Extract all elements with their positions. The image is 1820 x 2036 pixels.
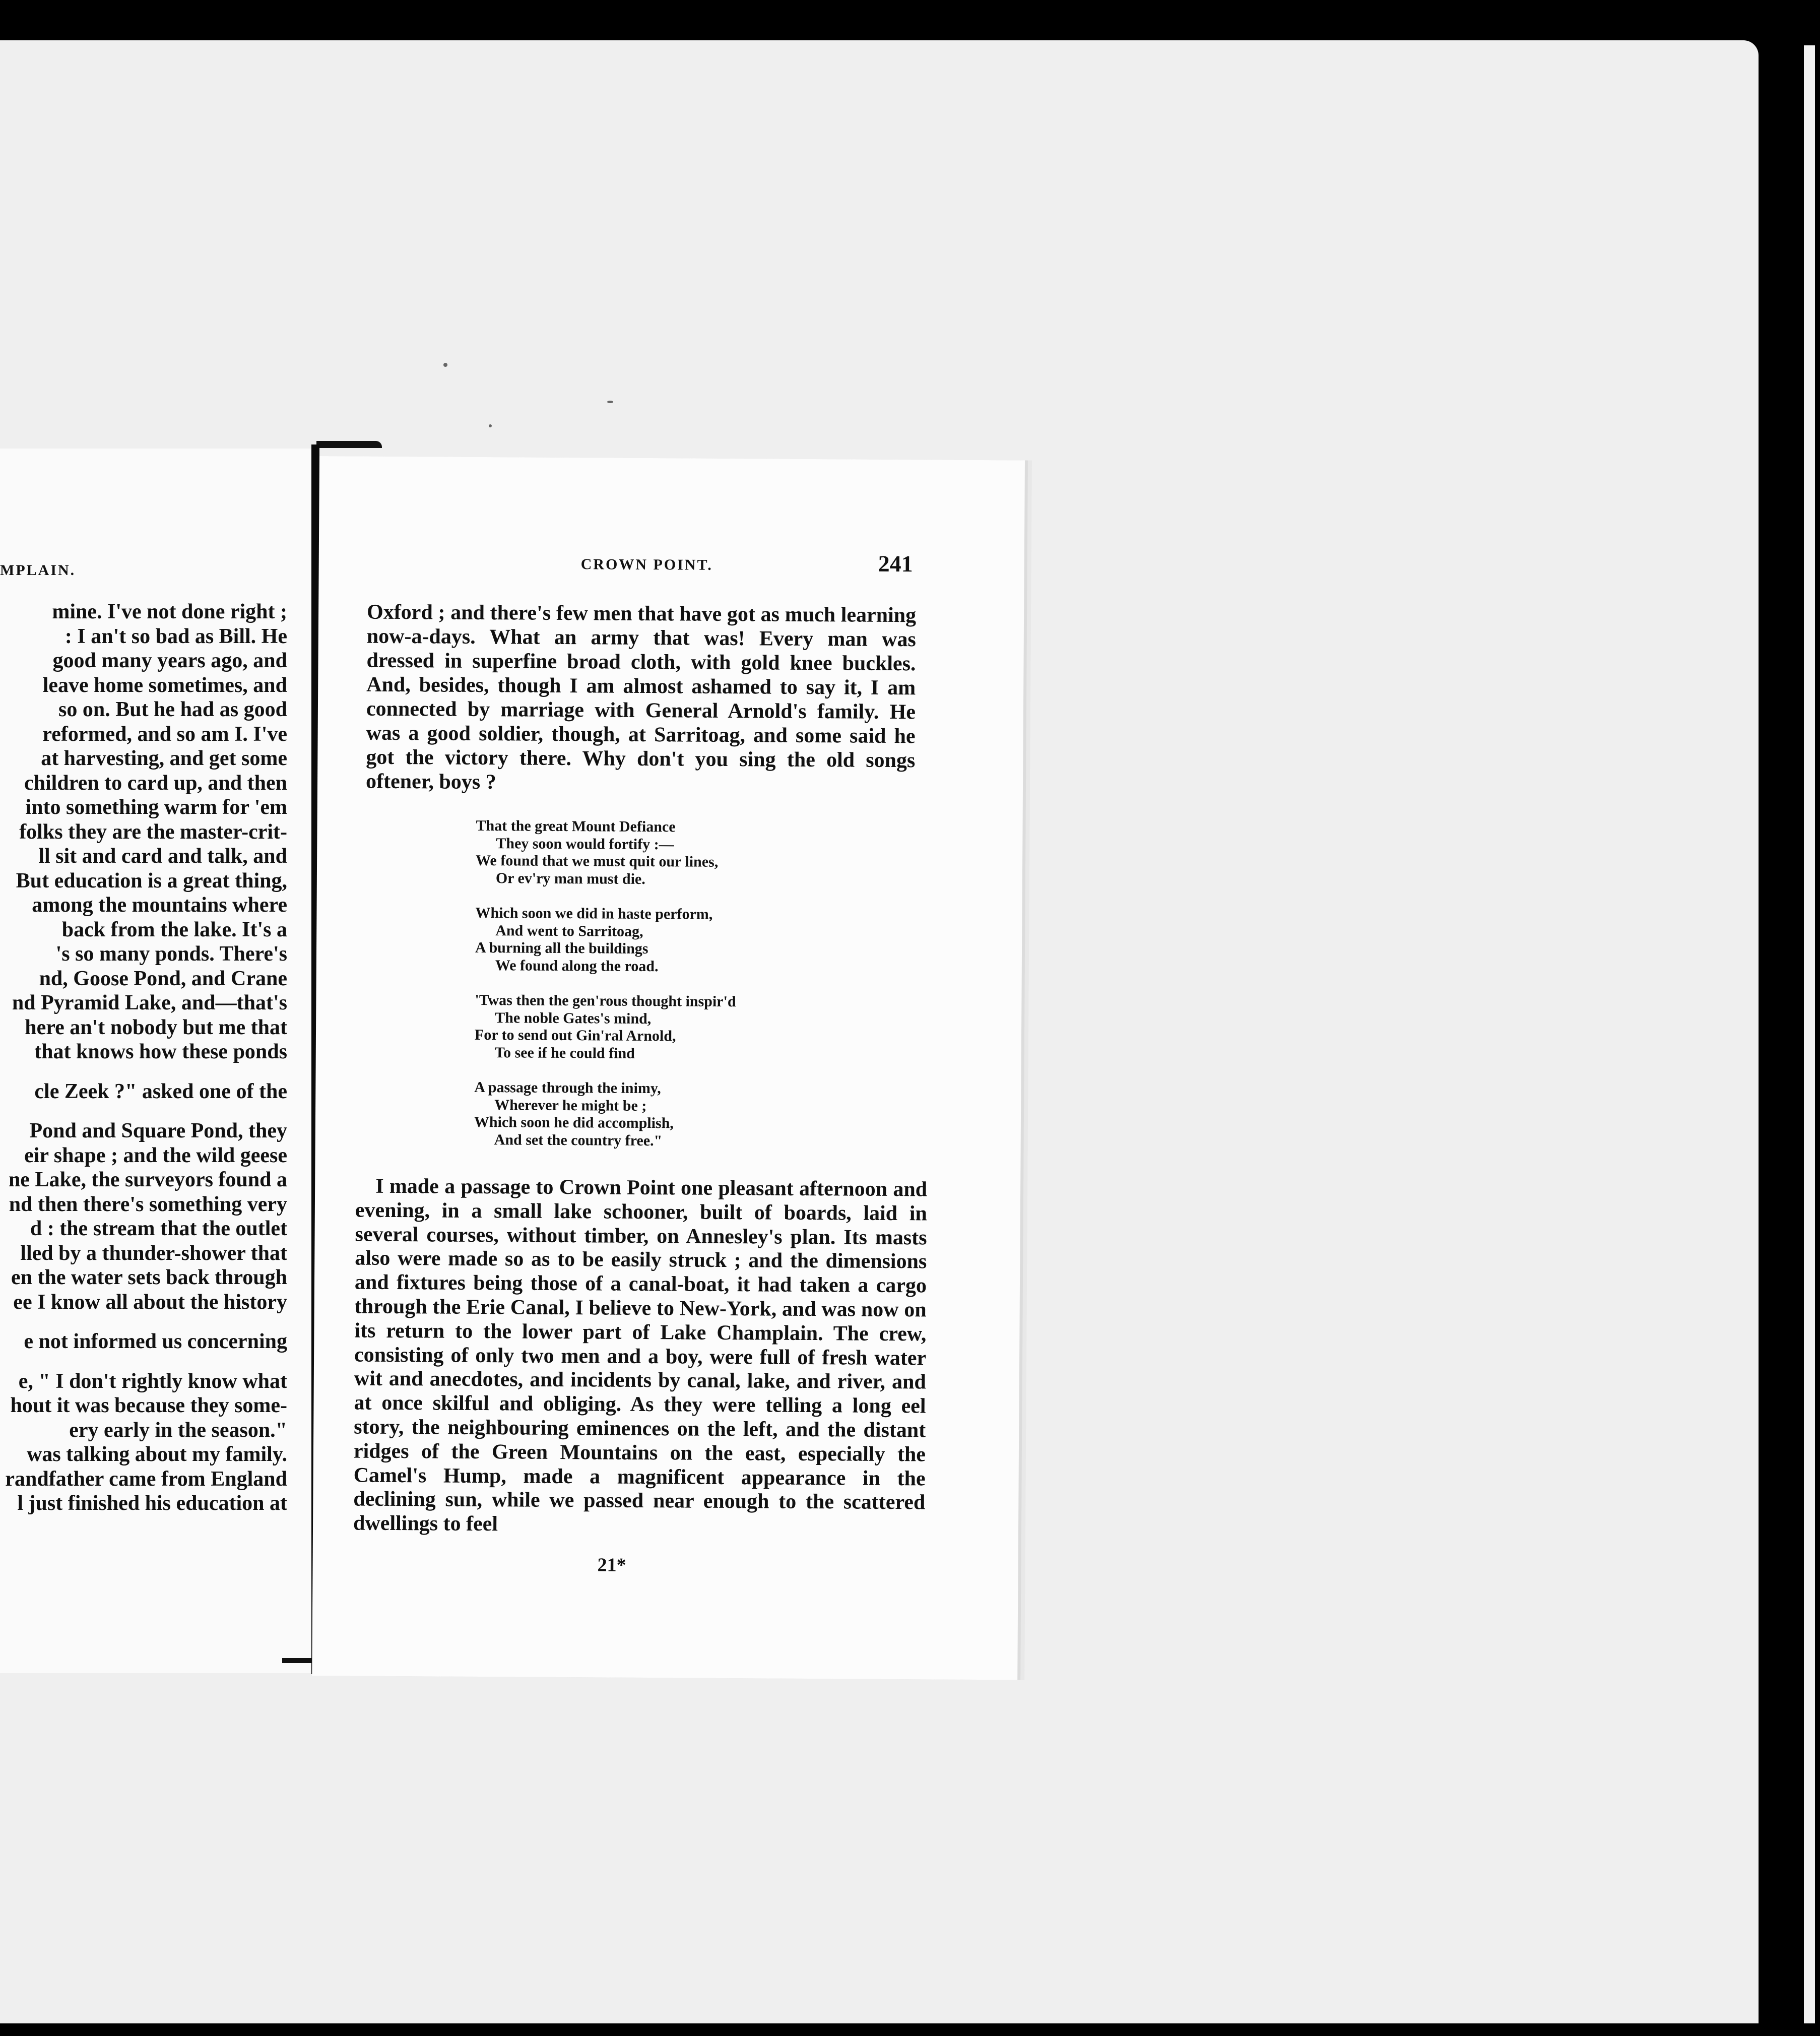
poem-line: 'Twas then the gen'rous thought inspir'd <box>475 991 736 1010</box>
poem-line: A passage through the inimy, <box>474 1078 661 1097</box>
poem-line: To see if he could find <box>494 1044 635 1062</box>
left-text-line: randfather came from England <box>5 1467 287 1491</box>
left-text-line: nd then there's something very <box>9 1192 287 1216</box>
poem <box>474 817 828 1168</box>
left-text-line: folks they are the master-crit- <box>19 820 287 844</box>
paragraph-2: I made a passage to Crown Point one pleasant afternoon and evening, in a small lake schooner, built of boards, laid in several courses, without timber, on Annesley's plan. Its masts also were made so as to be easily struck ; and the dimensions and fixtures being those of a canal-boat, it had taken a cargo through the Erie Canal, I believe to New-York, and was now on its return to the lower part of Lake Champlain. The crew, consisting of only two men and a boy, were full of fresh water wit and anecdotes, and incidents by canal, lake, and river, and at once skilful and obliging. As they were telling a long eel story, the neighbouring eminences on the left, and the distant ridges of the Green Mountains on the east, especially the Camel's Hump, made a magnificent appearance in the declining sun, while we passed near enough to the scattered dwellings to feel <box>353 1174 928 1536</box>
left-text-line: back from the lake. It's a <box>61 918 287 941</box>
poem-line: Wherever he might be ; <box>494 1096 647 1114</box>
signature-mark: 21* <box>597 1554 626 1576</box>
left-text-line: leave home sometimes, and <box>42 673 287 697</box>
left-text-line: ne Lake, the surveyors found a <box>8 1168 287 1191</box>
left-text-line: eir shape ; and the wild geese <box>24 1143 287 1167</box>
poem-stanza <box>476 817 829 889</box>
right-page <box>312 456 1025 1680</box>
left-text-line: But education is a great thing, <box>16 869 287 893</box>
left-text-line: e, " I don't rightly know what <box>18 1369 287 1393</box>
left-text-line: ll sit and card and talk, and <box>38 845 287 868</box>
poem-line: Which soon we did in haste perform, <box>475 904 713 923</box>
poem-line: The noble Gates's mind, <box>495 1009 652 1027</box>
left-line-gap <box>0 1104 287 1119</box>
left-page <box>0 449 312 1673</box>
dust-speck <box>443 363 447 367</box>
scanner-frame-top <box>0 0 1820 45</box>
left-text-line: l just finished his education at <box>17 1492 287 1515</box>
poem-stanza <box>475 992 828 1063</box>
page-number: 241 <box>878 550 913 577</box>
poem-line: And went to Sarritoag, <box>495 922 643 940</box>
left-text-line: ee I know all about the history <box>13 1290 287 1314</box>
left-text-line: was talking about my family. <box>27 1443 287 1466</box>
poem-line: For to send out Gin'ral Arnold, <box>474 1026 676 1045</box>
dust-speck <box>607 401 613 403</box>
book-spine-cap <box>316 441 382 448</box>
poem-line: We found along the road. <box>495 957 659 975</box>
poem-line: And set the country free." <box>494 1131 663 1149</box>
left-text-line: : I an't so bad as Bill. He <box>64 624 287 648</box>
left-line-gap <box>0 1354 287 1369</box>
poem-line: They soon would fortify :— <box>496 835 674 853</box>
poem-line: Or ev'ry man must die. <box>495 869 645 887</box>
poem-line: A burning all the buildings <box>475 939 648 958</box>
left-text-line: reformed, and so am I. I've <box>42 722 287 746</box>
left-text-line: here an't nobody but me that <box>25 1015 287 1039</box>
left-text-line: at harvesting, and get some <box>41 747 287 770</box>
left-line-gap <box>0 1314 287 1329</box>
left-page-text <box>0 600 287 1516</box>
left-text-line: mine. I've not done right ; <box>52 600 287 623</box>
running-head: CROWN POINT. <box>580 556 713 574</box>
poem-stanza <box>474 1079 827 1151</box>
left-text-line: lled by a thunder-shower that <box>20 1241 287 1265</box>
left-text-line: into something warm for 'em <box>25 796 287 819</box>
left-text-line: Pond and Square Pond, they <box>29 1119 287 1142</box>
left-text-line: e not informed us concerning <box>24 1330 287 1353</box>
left-text-line: good many years ago, and <box>52 649 287 672</box>
left-text-line: so on. But he had as good <box>58 698 287 721</box>
poem-line: We found that we must quit our lines, <box>476 852 719 870</box>
left-text-line: 's so many ponds. There's <box>55 942 287 966</box>
left-text-line: children to card up, and then <box>24 771 287 795</box>
left-text-line: nd Pyramid Lake, and—that's <box>12 991 287 1014</box>
left-line-gap <box>0 1064 287 1079</box>
dust-speck <box>489 424 492 427</box>
poem-line: Which soon he did accomplish, <box>474 1113 674 1132</box>
left-text-line: cle Zeek ?" asked one of the <box>34 1079 287 1103</box>
left-text-line: en the water sets back through <box>11 1266 287 1289</box>
paragraph-1: Oxford ; and there's few men that have got as much learning now-a-days. What an army that was! Every man was dressed in superfine broad cloth, with gold knee buckles. And, besides, though I am almost ashamed to say it, I am connected by marriage with General Arnold's family. He was a good soldier, though, at Sarritoag, and some said he got the victory there. Why don't you sing the old songs oftener, boys ? <box>365 600 917 794</box>
left-running-head: MPLAIN. <box>0 562 76 579</box>
left-text-line: among the mountains where <box>32 894 287 917</box>
scan-edge-strip <box>1804 45 1815 2023</box>
poem-stanza <box>475 905 828 976</box>
poem-line: That the great Mount Defiance <box>476 817 676 836</box>
left-text-line: d : the stream that the outlet <box>30 1217 287 1240</box>
left-text-line: that knows how these ponds <box>34 1040 287 1063</box>
left-text-line: ery early in the season." <box>69 1418 287 1442</box>
left-text-line: nd, Goose Pond, and Crane <box>39 967 287 990</box>
left-text-line: hout it was because they some- <box>10 1394 287 1417</box>
